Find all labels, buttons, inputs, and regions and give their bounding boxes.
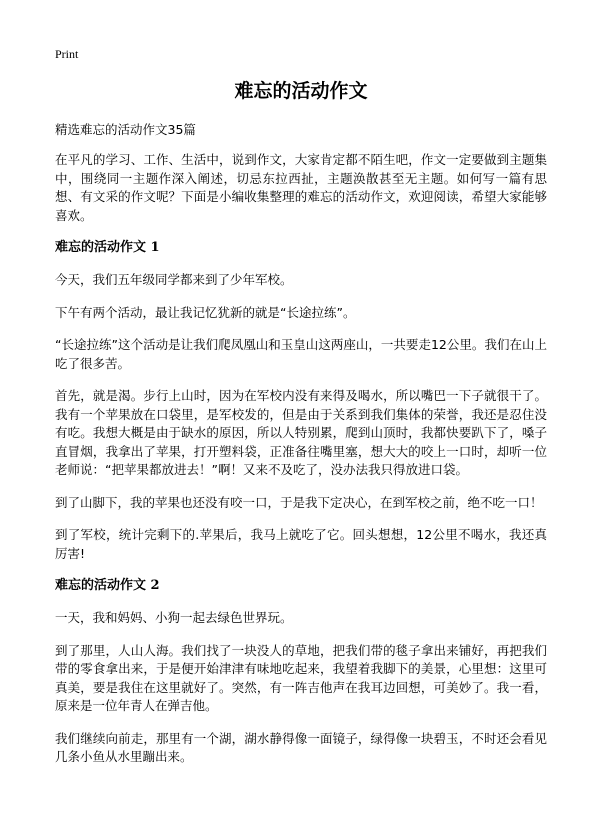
section-1-paragraph: 到了山脚下，我的苹果也还没有咬一口，于是我下定决心，在到军校之前，绝不吃一口！ bbox=[55, 494, 543, 510]
document-body bbox=[55, 78, 547, 781]
intro-paragraph: 在平凡的学习、工作、生活中，说到作文，大家肯定都不陌生吧，作文一定要做到主题集中，围绕同一主题作深入阐述，切忌东拉西扯，主题涣散甚至无主题。如何写一篇有思想、有文采的作文呢？下面是小编收集整理的难忘的活动作文，欢迎阅读，希望大家能够喜欢。 bbox=[55, 152, 547, 223]
section-2-paragraph: 到了那里，人山人海。我们找了一块没人的草地，把我们带的毯子拿出来铺好，再把我们带的零食拿出来，于是便开始津津有味地吃起来，我望着我脚下的美景，心里想：这里可真美，要是我住在这里就好了。突然，有一阵吉他声在我耳边回想，可美妙了。我一看，原来是一位年青人在弹吉他。 bbox=[55, 642, 547, 713]
section-1-paragraph: “长途拉练”这个活动是让我们爬凤凰山和玉皇山这两座山，一共要走12公里。我们在山上吃了很多苦。 bbox=[55, 337, 547, 371]
section-1-heading: 难忘的活动作文 1 bbox=[55, 240, 160, 255]
section-1-paragraph: 下午有两个活动，最让我记忆犹新的就是“长途拉练”。 bbox=[55, 304, 356, 320]
section-1-paragraph: 到了军校，统计完剩下的.苹果后，我马上就吃了它。回头想想，12公里不喝水，我还真厉害! bbox=[55, 527, 547, 561]
section-1-paragraph: 首先，就是渴。步行上山时，因为在军校内没有来得及喝水，所以嘴巴一下子就很干了。我有一个苹果放在口袋里，是军校发的，但是由于关系到我们集体的荣誉，我还是忍住没有吃。我想大概是由于缺水的原因，所以人特别累，爬到山顶时，我都快要趴下了，嗓子直冒烟，我拿出了苹果，打开塑料袋，正准备往嘴里塞，想大大的咬上一口时，却听一位老师说：“把苹果都放进去！”啊！又来不及吃了，没办法我只得放进口袋。 bbox=[55, 388, 547, 477]
print-link[interactable]: Print bbox=[55, 47, 79, 61]
document-subtitle: 精选难忘的活动作文35篇 bbox=[55, 122, 196, 137]
section-2-heading: 难忘的活动作文 2 bbox=[55, 578, 160, 593]
section-1-paragraph: 今天，我们五年级同学都来到了少年军校。 bbox=[55, 272, 293, 287]
section-2-paragraph: 一天，我和妈妈、小狗一起去绿色世界玩。 bbox=[55, 610, 293, 625]
page-title: 难忘的活动作文 bbox=[234, 80, 368, 102]
section-2-paragraph: 我们继续向前走，那里有一个湖，湖水静得像一面镜子，绿得像一块碧玉，不时还会看见几条小鱼从水里蹦出来。 bbox=[55, 730, 547, 764]
